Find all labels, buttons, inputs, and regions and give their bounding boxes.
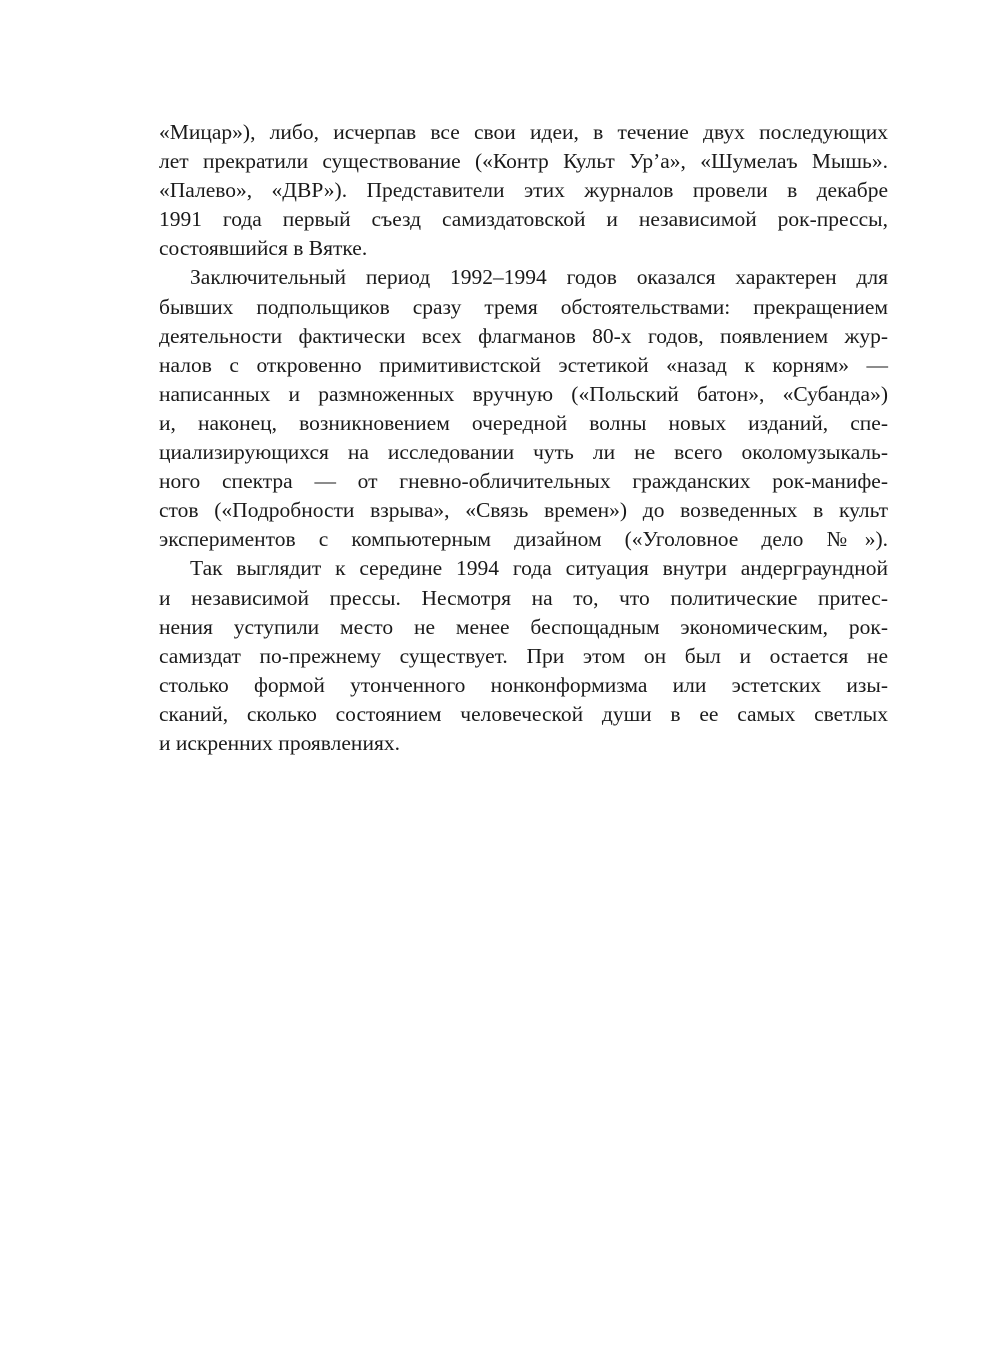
paragraph-1	[159, 118, 888, 263]
text-line: ного спектра — от гневно-обличительных гражданских рок-манифе-	[159, 469, 888, 494]
text-line: «Мицар»), либо, исчерпав все свои идеи, в течение двух последующих	[159, 120, 888, 144]
text-line: написанных и размноженных вручную («Польский батон», «Субанда»)	[159, 381, 888, 406]
paragraph-2	[159, 263, 888, 554]
text-line: сканий, сколько состоянием человеческой души в ее самых светлых	[159, 701, 888, 726]
text-line: «Палево», «ДВР»). Представители этих журналов провели в декабре	[159, 178, 888, 203]
text-line: столько формой утонченного нонконформизма или эстетских изы-	[159, 672, 888, 697]
paragraph-3	[159, 554, 888, 758]
text-line: Так выглядит к середине 1994 года ситуация внутри андерграундной	[190, 556, 888, 581]
text-line: состоявшийся в Вятке.	[159, 236, 368, 261]
text-line: бывших подпольщиков сразу тремя обстоятельствами: прекращением	[159, 294, 888, 319]
text-line: Заключительный период 1992–1994 годов оказался характерен для	[190, 265, 888, 290]
text-line: лет прекратили существование («Контр Культ Ур’а», «Шумелаъ Мышь».	[159, 149, 888, 174]
text-line: и искренних проявлениях.	[159, 730, 400, 755]
body-text	[159, 118, 888, 758]
text-line: экспериментов с компьютерным дизайном («Уголовное дело №»).	[159, 527, 888, 552]
text-line: нения уступили место не менее беспощадным экономическим, рок-	[159, 614, 888, 639]
text-line: и независимой прессы. Несмотря на то, что политические притес-	[159, 585, 888, 610]
text-line: налов с откровенно примитивистской эстетикой «назад к корням» —	[159, 352, 888, 377]
text-line: стов («Подробности взрыва», «Связь времен») до возведенных в культ	[159, 498, 888, 523]
text-line: 1991 года первый съезд самиздатовской и независимой рок-прессы,	[159, 207, 888, 232]
text-line: деятельности фактически всех флагманов 80-х годов, появлением жур-	[159, 323, 888, 348]
text-line: циализирующихся на исследовании чуть ли не всего околомузыкаль-	[159, 440, 888, 465]
text-line: и, наконец, возникновением очередной волны новых изданий, спе-	[159, 410, 888, 435]
text-line: самиздат по-прежнему существует. При этом он был и остается не	[159, 643, 888, 668]
